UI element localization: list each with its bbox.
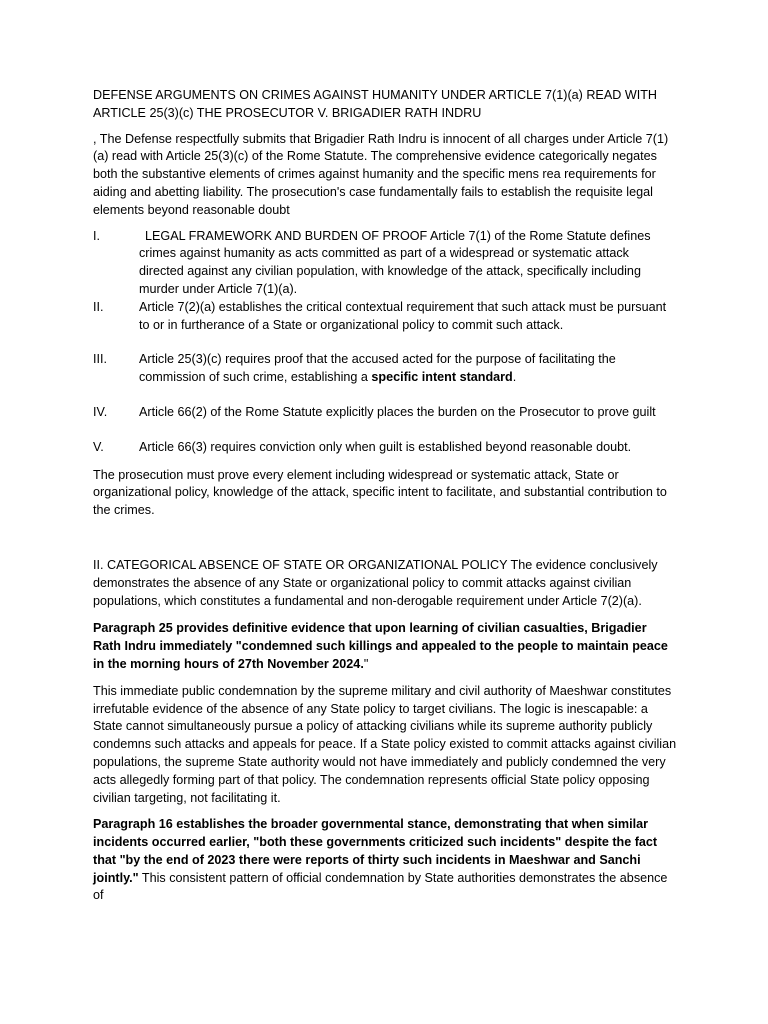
paragraph-25-tail: " xyxy=(363,656,369,671)
section-heading-paragraph: II. CATEGORICAL ABSENCE OF STATE OR ORGANIZATIONAL POLICY The evidence conclusively demonstrates the absence of any State or organizational policy to commit attacks against civilian populations, which constitutes a fundamental and non-derogable requirement under Article 7(2)(a). xyxy=(93,557,658,608)
list-number: II. xyxy=(93,299,104,314)
list-number: III. xyxy=(93,352,107,367)
paragraph-25-bold: Paragraph 25 provides definitive evidence that upon learning of civilian casualties, Brigadier Rath Indru immediately "condemned such killings and appealed to the people to maintain peace in the morning hours of 27th November 2024. xyxy=(93,621,668,671)
list-number: I. xyxy=(93,228,100,243)
list-item xyxy=(93,351,677,387)
condemnation-paragraph: This immediate public condemnation by the supreme military and civil authority of Maeshwar constitutes irrefutable evidence of the absence of any State policy to target civilians. The logic is inescapable: a State cannot simultaneously pursue a policy of attacking civilians while its supreme authority publicly condemns such attacks and appeals for peace. If a State policy existed to commit attacks against civilian populations, the supreme State authority would not have immediately and publicly condemned the very acts allegedly forming part of that policy. The condemnation represents official State policy opposing civilian targeting, not facilitating it. xyxy=(93,683,677,805)
list-item xyxy=(93,299,677,335)
list-text: LEGAL FRAMEWORK AND BURDEN OF PROOF Article 7(1) of the Rome Statute defines crimes against humanity as acts committed as part of a widespread or systematic attack directed against any civilian population, with knowledge of the attack, specifically including murder under Article 7(1)(a). xyxy=(139,228,651,296)
list-item xyxy=(93,404,677,422)
document-body xyxy=(93,87,677,905)
list-number: IV. xyxy=(93,404,108,419)
list-text: Article 66(2) of the Rome Statute explicitly places the burden on the Prosecutor to prove guilt xyxy=(139,404,656,419)
paragraph-25 xyxy=(93,620,677,673)
numbered-list xyxy=(93,228,677,457)
list-text-part: Article 25(3)(c) requires proof that the accused acted for the purpose of facilitating the commission of such crime, establishing a xyxy=(139,352,616,385)
list-text: Article 7(2)(a) establishes the critical contextual requirement that such attack must be pursuant to or in furtherance of a State or organizational policy to commit such attack. xyxy=(139,299,667,332)
paragraph-16 xyxy=(93,816,677,905)
paragraph-16-bold: Paragraph 16 establishes the broader governmental stance, demonstrating that when similar incidents occurred earlier, "both these governments criticized such incidents" despite the fact that "by the end of 2023 there were reports of thirty such incidents in Maeshwar and Sanchi jointly." xyxy=(93,817,658,885)
list-text-bold: specific intent standard xyxy=(371,370,513,385)
list-number: V. xyxy=(93,439,104,454)
document-title: DEFENSE ARGUMENTS ON CRIMES AGAINST HUMANITY UNDER ARTICLE 7(1)(a) READ WITH ARTICLE 25(3)(c) THE PROSECUTOR V. BRIGADIER RATH INDRU xyxy=(93,88,657,120)
list-text-part: . xyxy=(512,370,517,385)
list-item xyxy=(93,439,677,457)
intro-paragraph: , The Defense respectfully submits that Brigadier Rath Indru is innocent of all charges under Article 7(1)(a) read with Article 25(3)(c) of the Rome Statute. The comprehensive evidence categorically negates both the substantive elements of crimes against humanity and the specific mens rea requirements for aiding and abetting liability. The prosecution's case fundamentally fails to establish the requisite legal elements beyond reasonable doubt xyxy=(93,131,669,217)
paragraph-16-tail: This consistent pattern of official condemnation by State authorities demonstrates the absence of xyxy=(93,870,668,903)
list-text xyxy=(139,351,677,387)
list-item xyxy=(93,228,677,299)
list-text: Article 66(3) requires conviction only when guilt is established beyond reasonable doubt. xyxy=(139,439,632,454)
burden-paragraph: The prosecution must prove every element including widespread or systematic attack, State or organizational policy, knowledge of the attack, specific intent to facilitate, and substantial contribution to the crimes. xyxy=(93,467,667,518)
